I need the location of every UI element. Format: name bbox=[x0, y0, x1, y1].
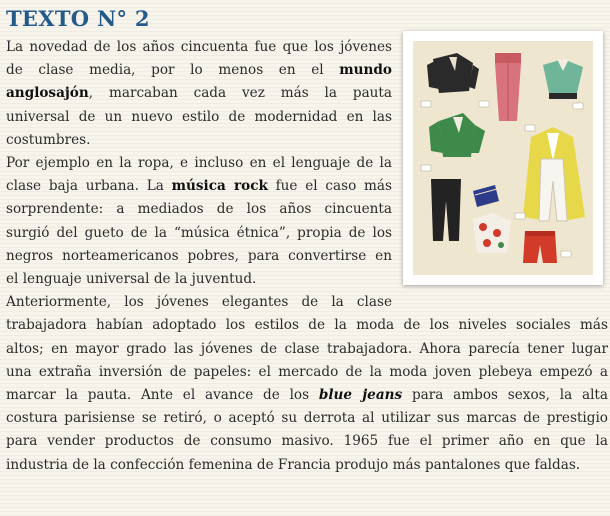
text-line: de clase media, por lo menos en el mundo bbox=[6, 62, 392, 79]
text-line: costura parisiense se retiró, o aceptó su derrota al utilizar sus marcas de prestigio bbox=[6, 410, 608, 427]
text-line: el lenguaje universal de la juventud. bbox=[6, 271, 257, 288]
emphasis-anglosajon: anglosajón bbox=[6, 85, 89, 102]
page-title: TEXTO N° 2 bbox=[6, 6, 150, 31]
text-line: industria de la confección femenina de Francia produjo más pantalones que faldas. bbox=[6, 456, 581, 473]
text-line: altos; en mayor grado las jóvenes de clase trabajadora. Ahora parecía tener lugar bbox=[6, 340, 608, 357]
paper-doll-image bbox=[403, 31, 603, 285]
paragraph-3 bbox=[6, 314, 608, 476]
text-line: clase baja urbana. La música rock fue el caso más bbox=[6, 178, 392, 195]
text-line: Anteriormente, los jóvenes elegantes de la clase bbox=[6, 294, 392, 311]
text-line: surgió del gueto de la “música étnica”, propia de los bbox=[6, 224, 392, 241]
text-line: trabajadora habían adoptado los estilos de la moda de los niveles sociales más bbox=[6, 317, 608, 334]
paragraph-1 bbox=[6, 36, 392, 152]
text-line: universal de un nuevo estilo de modernidad en las bbox=[6, 108, 392, 125]
text-line: una extraña inversión de papeles: el mercado de la moda joven plebeya empezó a bbox=[6, 363, 608, 380]
text-line: Por ejemplo en la ropa, e incluso en el lenguaje de la bbox=[6, 155, 392, 172]
pink-skirt-shape bbox=[495, 53, 521, 121]
green-top-shape bbox=[543, 59, 583, 99]
emphasis-mundo: mundo bbox=[339, 62, 392, 79]
text-line: costumbres. bbox=[6, 131, 91, 148]
text-line: anglosajón, marcaban cada vez más la pauta bbox=[6, 85, 392, 102]
paragraph-3-start bbox=[6, 291, 392, 314]
paragraph-2 bbox=[6, 152, 392, 291]
text-line: sorprendente: a mediados de los años cincuenta bbox=[6, 201, 392, 218]
floral-top-shape bbox=[473, 213, 511, 253]
text-line: marcar la pauta. Ante el avance de los blue jeans para ambos sexos, la alta bbox=[6, 387, 608, 404]
text-line: para vender productos de consumo masivo. 1965 fue el primer año en que la bbox=[6, 433, 608, 450]
emphasis-musica-rock: música rock bbox=[171, 178, 268, 195]
paper-doll-illustration bbox=[413, 41, 593, 275]
text-line: negros norteamericanos pobres, para convertirse en bbox=[6, 247, 392, 264]
emphasis-blue-jeans: blue jeans bbox=[318, 387, 403, 404]
text-line: La novedad de los años cincuenta fue que los jóvenes bbox=[6, 39, 392, 55]
